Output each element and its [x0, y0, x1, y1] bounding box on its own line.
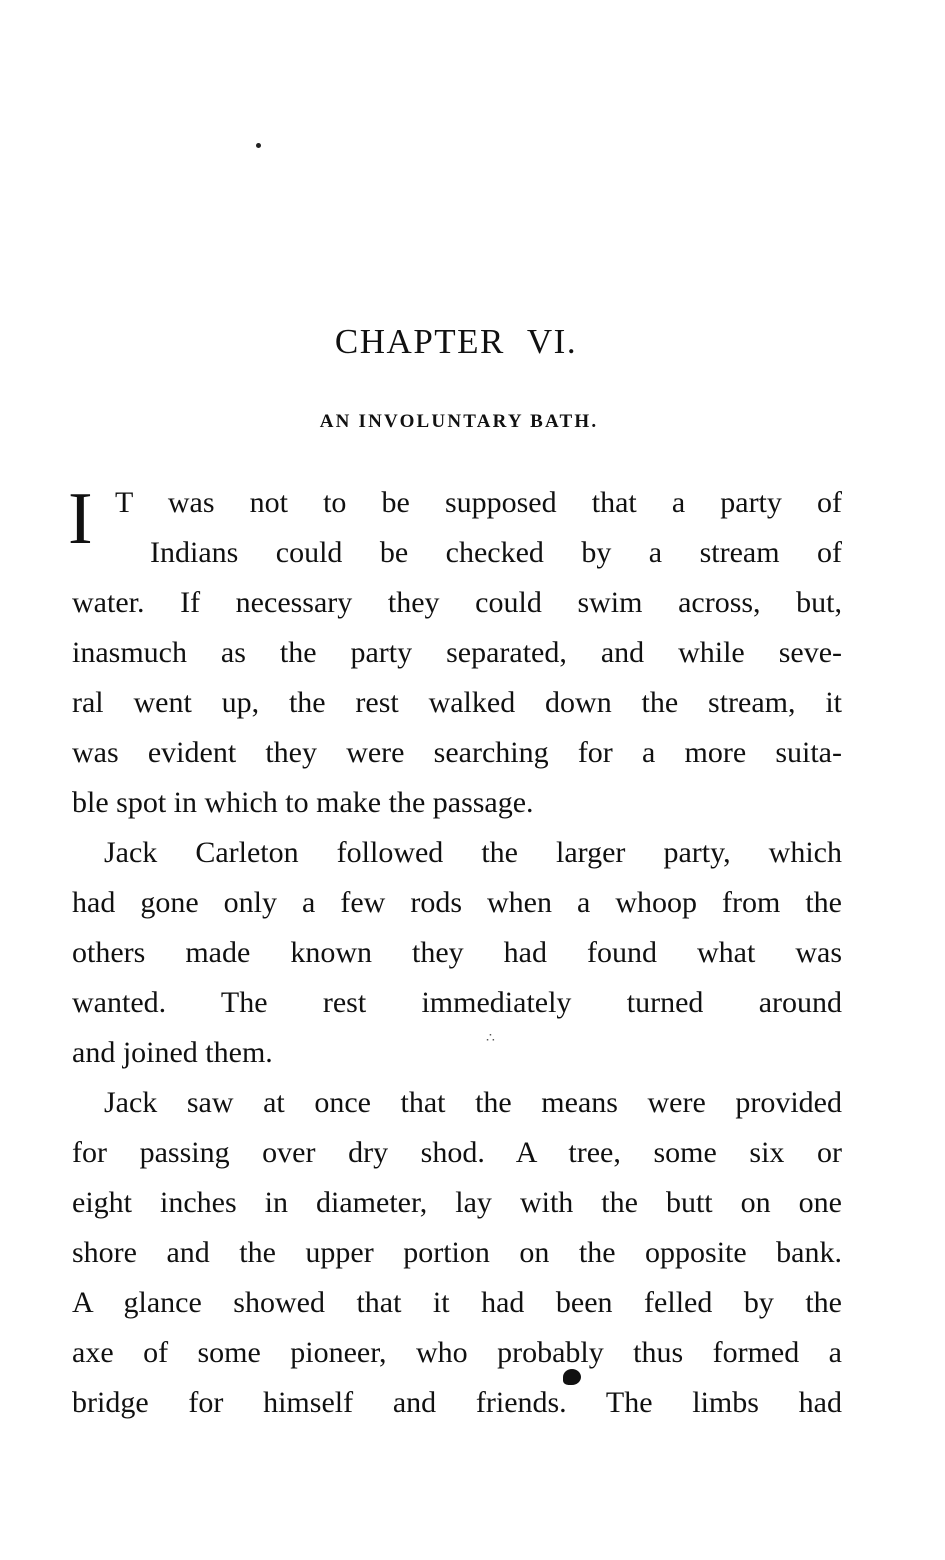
chapter-label: CHAPTER — [334, 322, 505, 361]
paragraph-line: Jack Carleton followed the larger party, which — [104, 836, 842, 869]
paragraph-line: Indians could be checked by a stream of — [150, 536, 842, 569]
paragraph-line: A glance showed that it had been felled by the — [72, 1286, 842, 1319]
paragraph-line: and joined them. — [72, 1036, 273, 1069]
chapter-number: VI. — [526, 322, 578, 361]
ink-blot — [563, 1369, 581, 1385]
print-speck — [256, 143, 261, 148]
chapter-title — [0, 322, 912, 362]
paragraph-line: bridge for himself and friends. The limbs had — [72, 1386, 842, 1419]
paragraph-line: had gone only a few rods when a whoop from the — [72, 886, 842, 919]
paragraph-line: was evident they were searching for a more suita- — [72, 736, 842, 769]
paragraph-line: wanted. The rest immediately turned around — [72, 986, 842, 1019]
chapter-subtitle: AN INVOLUNTARY BATH. — [319, 411, 599, 432]
paragraph-line: shore and the upper portion on the opposite bank. — [72, 1236, 842, 1269]
paragraph-line: T was not to be supposed that a party of — [115, 486, 842, 519]
paragraph-line: axe of some pioneer, who probably thus formed a — [72, 1336, 842, 1369]
print-speck: ∴ — [486, 1031, 495, 1046]
paragraph-line: ral went up, the rest walked down the stream, it — [72, 686, 842, 719]
paragraph-line: eight inches in diameter, lay with the butt on one — [72, 1186, 842, 1219]
paragraph-line: Jack saw at once that the means were provided — [104, 1086, 842, 1119]
paragraph-line: water. If necessary they could swim across, but, — [72, 586, 842, 619]
paragraph-line: inasmuch as the party separated, and while seve- — [72, 636, 842, 669]
paragraph-line: ble spot in which to make the passage. — [72, 786, 534, 819]
drop-cap: I — [68, 478, 93, 560]
paragraph-line: for passing over dry shod. A tree, some six or — [72, 1136, 842, 1169]
paragraph-line: others made known they had found what was — [72, 936, 842, 969]
